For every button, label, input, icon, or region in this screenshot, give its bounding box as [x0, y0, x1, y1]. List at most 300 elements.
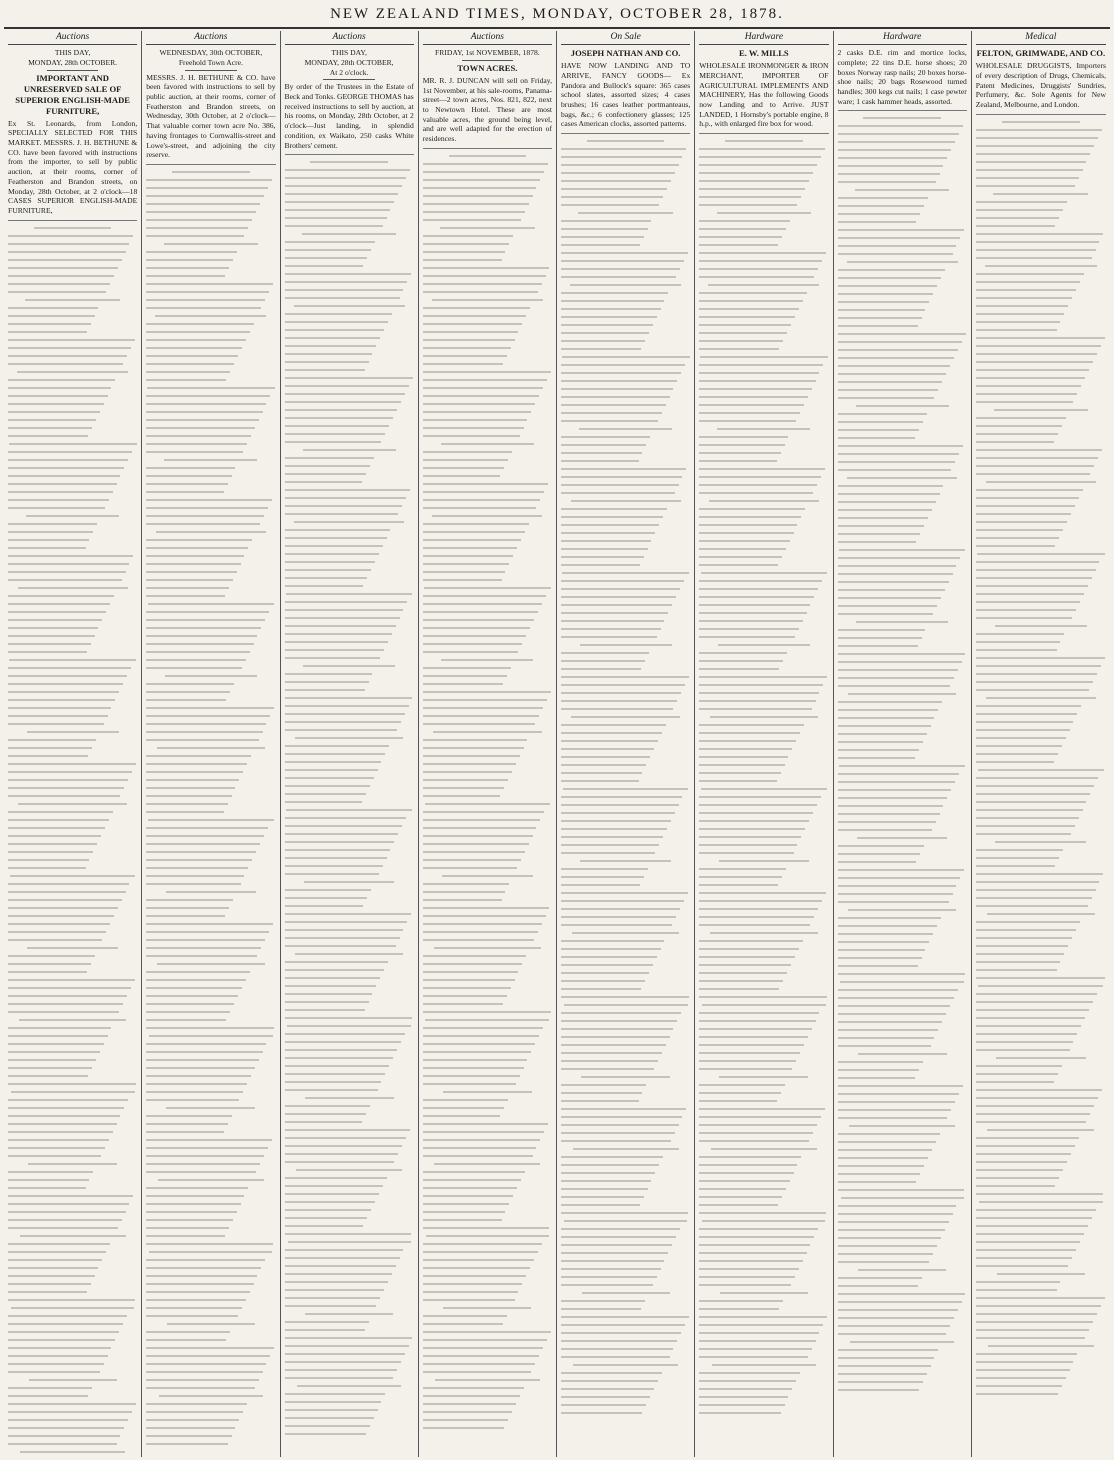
placeholder-line: [423, 571, 506, 573]
placeholder-line: [146, 875, 244, 877]
placeholder-line: [699, 852, 793, 854]
placeholder-line: [699, 1284, 791, 1286]
placeholder-line: [976, 753, 1058, 755]
placeholder-line: [8, 1411, 132, 1413]
placeholder-line: [719, 860, 809, 862]
placeholder-line: [146, 707, 274, 709]
placeholder-line: [423, 411, 532, 413]
placeholder-line: [699, 1412, 780, 1414]
placeholder-line: [699, 324, 791, 326]
placeholder-line: [285, 1161, 395, 1163]
placeholder-line: [699, 908, 818, 910]
placeholder-line: [285, 1193, 379, 1195]
placeholder-line: [146, 1283, 253, 1285]
placeholder-line: [561, 1356, 670, 1358]
placeholder-line: [581, 1076, 670, 1078]
placeholder-line: [847, 477, 957, 479]
placeholder-line: [993, 193, 1088, 195]
placeholder-line: [838, 1293, 966, 1295]
placeholder-line: [838, 205, 925, 207]
placeholder-line: [8, 1155, 101, 1157]
placeholder-line: [423, 955, 526, 957]
placeholder-line: [285, 433, 386, 435]
placeholder-line: [20, 1451, 125, 1453]
placeholder-line: [423, 251, 506, 253]
placeholder-line: [561, 964, 653, 966]
placeholder-line: [423, 1115, 501, 1117]
placeholder-line: [285, 865, 383, 867]
placeholder-line: [699, 516, 801, 518]
ad-headline: FELTON, GRIMWADE, AND CO.: [976, 48, 1106, 59]
placeholder-line: [976, 689, 1089, 691]
placeholder-line: [423, 979, 515, 981]
placeholder-line: [976, 1137, 1079, 1139]
placeholder-line: [719, 1076, 808, 1078]
placeholder-line: [8, 747, 92, 749]
placeholder-line: [838, 1149, 932, 1151]
placeholder-line: [146, 251, 236, 253]
placeholder-line: [423, 1171, 525, 1173]
divider: [185, 70, 237, 71]
placeholder-line: [146, 1275, 257, 1277]
placeholder-line: [164, 459, 257, 461]
placeholder-line: [580, 860, 670, 862]
placeholder-line: [976, 457, 1098, 459]
placeholder-line: [976, 793, 1091, 795]
placeholder-line: [561, 196, 663, 198]
placeholder-line: [146, 803, 227, 805]
placeholder-line: [425, 803, 550, 805]
placeholder-line: [426, 1235, 549, 1237]
placeholder-line: [561, 652, 649, 654]
placeholder-line: [976, 729, 1070, 731]
placeholder-line: [838, 421, 923, 423]
placeholder-line: [146, 627, 261, 629]
placeholder-line: [8, 883, 129, 885]
placeholder-line: [699, 804, 817, 806]
placeholder-line: [699, 1268, 799, 1270]
placeholder-line: [561, 156, 682, 158]
placeholder-line: [285, 505, 403, 507]
placeholder-line: [285, 697, 413, 699]
placeholder-line: [149, 1035, 273, 1037]
placeholder-line: [561, 844, 659, 846]
placeholder-line: [976, 993, 1097, 995]
placeholder-line: [720, 1292, 808, 1294]
placeholder-line: [423, 1003, 503, 1005]
placeholder-line: [423, 323, 523, 325]
placeholder-line: [838, 821, 936, 823]
placeholder-line: [8, 859, 89, 861]
placeholder-line: [561, 1132, 675, 1134]
text-filler: [8, 227, 137, 1457]
placeholder-line: [8, 867, 86, 869]
placeholder-line: [699, 404, 804, 406]
placeholder-line: [561, 1084, 646, 1086]
placeholder-line: [838, 941, 930, 943]
placeholder-line: [561, 876, 644, 878]
placeholder-line: [699, 1092, 780, 1094]
placeholder-line: [561, 380, 677, 382]
placeholder-line: [561, 1044, 666, 1046]
placeholder-line: [285, 1433, 366, 1435]
placeholder-line: [296, 1169, 402, 1171]
placeholder-line: [561, 676, 689, 678]
placeholder-line: [146, 1419, 239, 1421]
placeholder-line: [561, 1228, 680, 1230]
placeholder-line: [699, 836, 801, 838]
placeholder-line: [423, 1219, 502, 1221]
placeholder-line: [285, 473, 366, 475]
placeholder-line: [423, 1227, 550, 1229]
placeholder-line: [699, 940, 802, 942]
placeholder-line: [561, 1124, 679, 1126]
placeholder-line: [285, 1049, 397, 1051]
placeholder-line: [699, 700, 815, 702]
placeholder-line: [423, 1139, 541, 1141]
placeholder-line: [285, 545, 383, 547]
placeholder-line: [146, 379, 226, 381]
placeholder-line: [8, 1075, 88, 1077]
placeholder-line: [841, 1197, 964, 1199]
placeholder-line: [699, 844, 797, 846]
placeholder-line: [838, 797, 948, 799]
placeholder-line: [285, 577, 368, 579]
placeholder-line: [570, 284, 681, 286]
text-filler: [423, 155, 552, 1429]
placeholder-line: [561, 820, 671, 822]
placeholder-line: [699, 1276, 795, 1278]
placeholder-line: [561, 756, 650, 758]
placeholder-line: [146, 899, 233, 901]
placeholder-line: [8, 1283, 91, 1285]
placeholder-line: [976, 585, 1088, 587]
placeholder-line: [8, 1107, 124, 1109]
placeholder-line: [710, 932, 817, 934]
placeholder-line: [146, 1203, 240, 1205]
placeholder-line: [838, 869, 965, 871]
placeholder-line: [838, 1317, 954, 1319]
placeholder-line: [838, 1037, 935, 1039]
placeholder-line: [8, 251, 126, 253]
column-heading: Hardware: [699, 31, 828, 45]
placeholder-line: [8, 1243, 110, 1245]
ad-headline: E. W. MILLS: [739, 48, 789, 59]
placeholder-line: [838, 389, 939, 391]
placeholder-line: [976, 225, 1055, 227]
ad-headline: JOSEPH NATHAN AND CO.: [570, 48, 681, 59]
placeholder-line: [702, 1220, 825, 1222]
placeholder-line: [146, 579, 233, 581]
placeholder-line: [146, 1011, 230, 1013]
placeholder-line: [561, 164, 679, 166]
placeholder-line: [8, 475, 120, 477]
placeholder-line: [8, 603, 110, 605]
placeholder-line: [976, 801, 1087, 803]
placeholder-line: [976, 569, 1096, 571]
placeholder-line: [285, 1113, 366, 1115]
placeholder-line: [285, 1073, 386, 1075]
placeholder-line: [699, 1388, 792, 1390]
placeholder-line: [8, 683, 123, 685]
placeholder-line: [701, 788, 826, 790]
placeholder-line: [976, 505, 1075, 507]
placeholder-line: [146, 507, 267, 509]
ad-line: FRIDAY, 1st NOVEMBER, 1878.: [435, 48, 540, 58]
placeholder-line: [423, 1099, 508, 1101]
placeholder-line: [838, 573, 953, 575]
placeholder-line: [286, 593, 413, 595]
placeholder-line: [285, 1353, 405, 1355]
placeholder-line: [838, 1069, 919, 1071]
placeholder-line: [8, 395, 108, 397]
placeholder-line: [285, 465, 370, 467]
placeholder-line: [8, 1347, 111, 1349]
placeholder-line: [286, 809, 411, 811]
placeholder-line: [148, 603, 275, 605]
placeholder-line: [976, 1009, 1089, 1011]
placeholder-line: [285, 345, 377, 347]
placeholder-line: [561, 1396, 650, 1398]
placeholder-line: [561, 220, 651, 222]
ad-body: WHOLESALE IRONMONGER & IRON MERCHANT, IMPORTER OF AGRICULTURAL IMPLEMENTS AND MACHINERY, Has the following Goods now Landing and to Arrive. JUST LANDED, 1 Hornsby's portable engine, 8 h.p., with enlarged fire box for wood.: [699, 61, 829, 129]
placeholder-line: [285, 969, 385, 971]
placeholder-line: [699, 1332, 819, 1334]
placeholder-line: [285, 769, 378, 771]
placeholder-line: [561, 604, 672, 606]
placeholder-line: [708, 284, 819, 286]
placeholder-line: [423, 179, 541, 181]
placeholder-line: [976, 1361, 1074, 1363]
placeholder-line: [699, 1084, 784, 1086]
placeholder-line: [146, 907, 229, 909]
placeholder-line: [423, 235, 513, 237]
placeholder-line: [699, 1324, 823, 1326]
placeholder-line: [699, 1100, 777, 1102]
placeholder-line: [838, 293, 934, 295]
placeholder-line: [976, 881, 1100, 883]
placeholder-line: [561, 1028, 673, 1030]
placeholder-line: [699, 1316, 827, 1318]
placeholder-line: [561, 1212, 688, 1214]
placeholder-line: [423, 1275, 526, 1277]
placeholder-line: [423, 1195, 513, 1197]
placeholder-line: [699, 468, 824, 470]
placeholder-line: [285, 641, 388, 643]
placeholder-line: [443, 1307, 531, 1309]
placeholder-line: [561, 1412, 642, 1414]
placeholder-line: [305, 1313, 393, 1315]
placeholder-line: [146, 219, 252, 221]
placeholder-line: [986, 697, 1095, 699]
column-heading: Hardware: [838, 31, 967, 45]
placeholder-line: [699, 204, 797, 206]
placeholder-line: [699, 316, 795, 318]
placeholder-line: [699, 564, 778, 566]
placeholder-line: [146, 1099, 239, 1101]
placeholder-line: [561, 724, 666, 726]
placeholder-line: [838, 445, 963, 447]
placeholder-line: [976, 1073, 1058, 1075]
placeholder-line: [285, 169, 410, 171]
placeholder-line: [976, 1289, 1057, 1291]
placeholder-line: [699, 236, 782, 238]
ad-body: By order of the Trustees in the Estate of Beck and Tonks. GEORGE THOMAS has received instructions to sell by auction, at his rooms, on Monday, 28th October, at 2 o'clock—Just landing, in splendid condition, ex Waikato, 250 casks White Brothers' cement.: [284, 82, 414, 150]
placeholder-line: [285, 1201, 375, 1203]
placeholder-line: [423, 1395, 520, 1397]
placeholder-line: [285, 681, 369, 683]
placeholder-line: [435, 1379, 540, 1381]
placeholder-line: [434, 947, 541, 949]
placeholder-line: [838, 125, 963, 127]
placeholder-line: [10, 875, 135, 877]
placeholder-line: [699, 620, 802, 622]
placeholder-line: [976, 905, 1088, 907]
placeholder-line: [699, 884, 778, 886]
placeholder-line: [423, 243, 510, 245]
placeholder-line: [699, 332, 787, 334]
placeholder-line: [285, 841, 395, 843]
placeholder-line: [423, 843, 529, 845]
divider: [323, 79, 375, 80]
placeholder-line: [561, 348, 641, 350]
column-heading: Auctions: [285, 31, 414, 45]
placeholder-line: [838, 805, 944, 807]
placeholder-line: [561, 916, 676, 918]
placeholder-line: [561, 1196, 644, 1198]
placeholder-line: [285, 705, 409, 707]
placeholder-line: [146, 211, 256, 213]
placeholder-line: [699, 1188, 786, 1190]
placeholder-line: [8, 755, 88, 757]
placeholder-line: [976, 1225, 1088, 1227]
placeholder-line: [838, 1285, 918, 1287]
placeholder-line: [838, 949, 926, 951]
placeholder-line: [8, 331, 87, 333]
placeholder-line: [285, 289, 404, 291]
placeholder-line: [146, 755, 251, 757]
placeholder-line: [976, 313, 1065, 315]
placeholder-line: [838, 317, 922, 319]
placeholder-line: [699, 596, 814, 598]
placeholder-line: [11, 1091, 135, 1093]
placeholder-line: [8, 1099, 128, 1101]
placeholder-line: [561, 388, 673, 390]
placeholder-line: [423, 883, 510, 885]
placeholder-line: [8, 1363, 104, 1365]
placeholder-line: [561, 492, 675, 494]
placeholder-line: [997, 1273, 1086, 1275]
placeholder-line: [146, 635, 257, 637]
placeholder-line: [157, 747, 266, 749]
placeholder-line: [561, 620, 664, 622]
placeholder-line: [146, 1091, 243, 1093]
placeholder-line: [285, 1281, 388, 1283]
placeholder-line: [146, 179, 271, 181]
placeholder-line: [710, 716, 819, 718]
placeholder-line: [146, 1171, 256, 1173]
placeholder-line: [146, 555, 244, 557]
placeholder-line: [976, 633, 1065, 635]
placeholder-line: [8, 699, 115, 701]
placeholder-line: [699, 876, 782, 878]
placeholder-line: [561, 1388, 654, 1390]
placeholder-line: [976, 1281, 1061, 1283]
placeholder-line: [561, 836, 663, 838]
placeholder-line: [285, 481, 363, 483]
placeholder-line: [838, 757, 916, 759]
placeholder-line: [285, 745, 390, 747]
placeholder-line: [838, 885, 957, 887]
placeholder-line: [863, 117, 941, 119]
placeholder-line: [146, 787, 235, 789]
placeholder-line: [423, 1011, 551, 1013]
placeholder-line: [976, 209, 1063, 211]
placeholder-line: [8, 1179, 89, 1181]
placeholder-line: [976, 657, 1105, 659]
placeholder-line: [423, 1323, 503, 1325]
placeholder-line: [146, 1211, 236, 1213]
placeholder-line: [423, 1371, 532, 1373]
placeholder-line: [976, 681, 1093, 683]
placeholder-line: [423, 675, 507, 677]
placeholder-line: [838, 1085, 963, 1087]
placeholder-line: [838, 197, 928, 199]
placeholder-line: [699, 740, 796, 742]
placeholder-line: [699, 484, 817, 486]
placeholder-line: [146, 475, 231, 477]
placeholder-line: [838, 1117, 948, 1119]
text-filler: [146, 171, 275, 1445]
placeholder-line: [285, 1289, 385, 1291]
placeholder-line: [8, 1083, 136, 1085]
placeholder-line: [838, 629, 926, 631]
placeholder-line: [146, 979, 246, 981]
placeholder-line: [699, 436, 788, 438]
placeholder-line: [146, 1123, 227, 1125]
placeholder-line: [561, 148, 686, 150]
placeholder-line: [285, 1177, 387, 1179]
advertisement: [423, 48, 552, 149]
placeholder-line: [146, 227, 248, 229]
placeholder-line: [8, 243, 129, 245]
placeholder-line: [146, 1243, 273, 1245]
placeholder-line: [976, 329, 1057, 331]
placeholder-line: [561, 1108, 686, 1110]
placeholder-line: [709, 500, 819, 502]
placeholder-line: [838, 165, 944, 167]
placeholder-line: [699, 508, 805, 510]
placeholder-line: [423, 1347, 543, 1349]
placeholder-line: [561, 684, 685, 686]
placeholder-line: [423, 1419, 508, 1421]
placeholder-line: [146, 411, 262, 413]
placeholder-line: [838, 1221, 949, 1223]
placeholder-line: [838, 605, 938, 607]
placeholder-line: [8, 1059, 96, 1061]
placeholder-line: [995, 625, 1087, 627]
placeholder-line: [146, 843, 260, 845]
placeholder-line: [8, 1219, 122, 1221]
placeholder-line: [285, 1001, 369, 1003]
placeholder-line: [561, 700, 677, 702]
placeholder-line: [285, 241, 375, 243]
placeholder-line: [423, 475, 501, 477]
placeholder-line: [699, 916, 814, 918]
placeholder-line: [423, 1299, 515, 1301]
placeholder-line: [699, 1124, 817, 1126]
placeholder-line: [423, 403, 535, 405]
